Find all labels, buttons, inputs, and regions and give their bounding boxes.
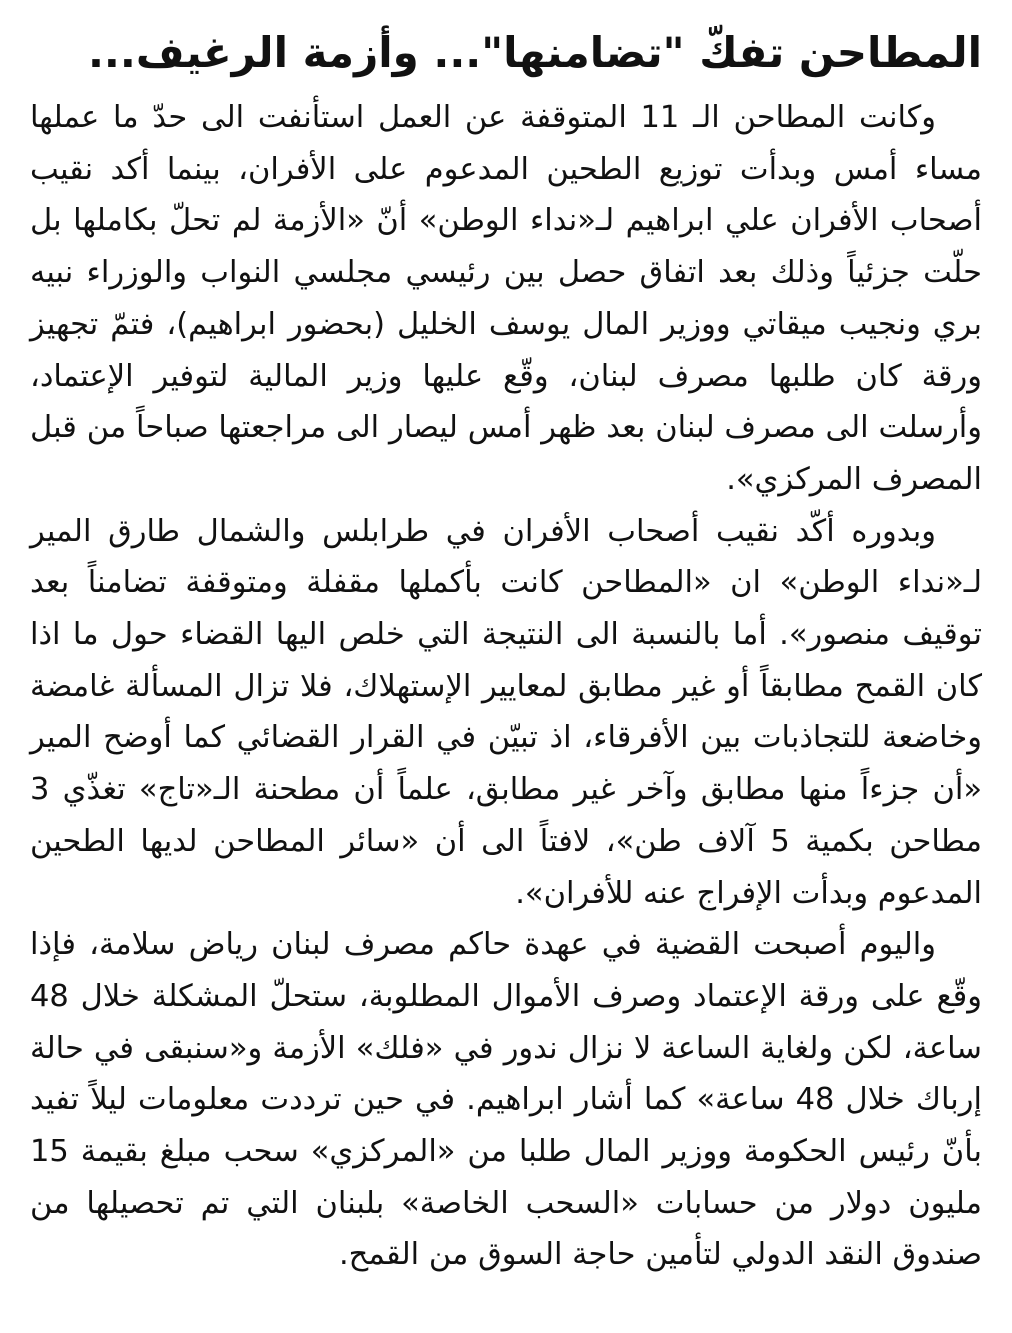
news-article <box>30 22 982 1281</box>
article-paragraph-3: واليوم أصبحت القضية في عهدة حاكم مصرف لبنان رياض سلامة، فإذا وقّع على ورقة الإعتماد وصرف الأموال المطلوبة، ستحلّ المشكلة خلال 48 ساعة، لكن ولغاية الساعة لا نزال ندور في «فلك» الأزمة و«سنبقى في حالة إرباك خلال 48 ساعة» كما أشار ابراهيم. في حين ترددت معلومات ليلاً تفيد بأنّ رئيس الحكومة ووزير المال طلبا من «المركزي» سحب مبلغ بقيمة 15 مليون دولار من حسابات «السحب الخاصة» بلبنان التي تم تحصيلها من صندوق النقد الدولي لتأمين حاجة السوق من القمح. <box>30 927 982 1273</box>
article-paragraph-1: وكانت المطاحن الـ 11 المتوقفة عن العمل استأنفت الى حدّ ما عملها مساء أمس وبدأت توزيع الطحين المدعوم على الأفران، بينما أكد نقيب أصحاب الأفران علي ابراهيم لـ«نداء الوطن» أنّ «الأزمة لم تحلّ بكاملها بل حلّت جزئياً وذلك بعد اتفاق حصل بين رئيسي مجلسي النواب والوزراء نبيه بري ونجيب ميقاتي ووزير المال يوسف الخليل (بحضور ابراهيم)، فتمّ تجهيز ورقة كان طلبها مصرف لبنان، وقّع عليها وزير المالية لتوفير الإعتماد، وأرسلت الى مصرف لبنان بعد ظهر أمس ليصار الى مراجعتها صباحاً من قبل المصرف المركزي». <box>30 100 982 497</box>
article-headline: المطاحن تفكّ "تضامنها"... وأزمة الرغيف... <box>87 28 982 77</box>
article-paragraph-2: وبدوره أكّد نقيب أصحاب الأفران في طرابلس والشمال طارق المير لـ«نداء الوطن» ان «المطاحن كانت بأكملها مقفلة ومتوقفة تضامناً بعد توقيف منصور». أما بالنسبة الى النتيجة التي خلص اليها القضاء حول ما اذا كان القمح مطابقاً أو غير مطابق لمعايير الإستهلاك، فلا تزال المسألة غامضة وخاضعة للتجاذبات بين الأفرقاء، اذ تبيّن في القرار القضائي كما أوضح المير «أن جزءاً منها مطابق وآخر غير مطابق، علماً أن مطحنة الـ«تاج» تغذّي 3 مطاحن بكمية 5 آلاف طن»، لافتاً الى أن «سائر المطاحن لديها الطحين المدعوم وبدأت الإفراج عنه للأفران». <box>30 513 982 911</box>
